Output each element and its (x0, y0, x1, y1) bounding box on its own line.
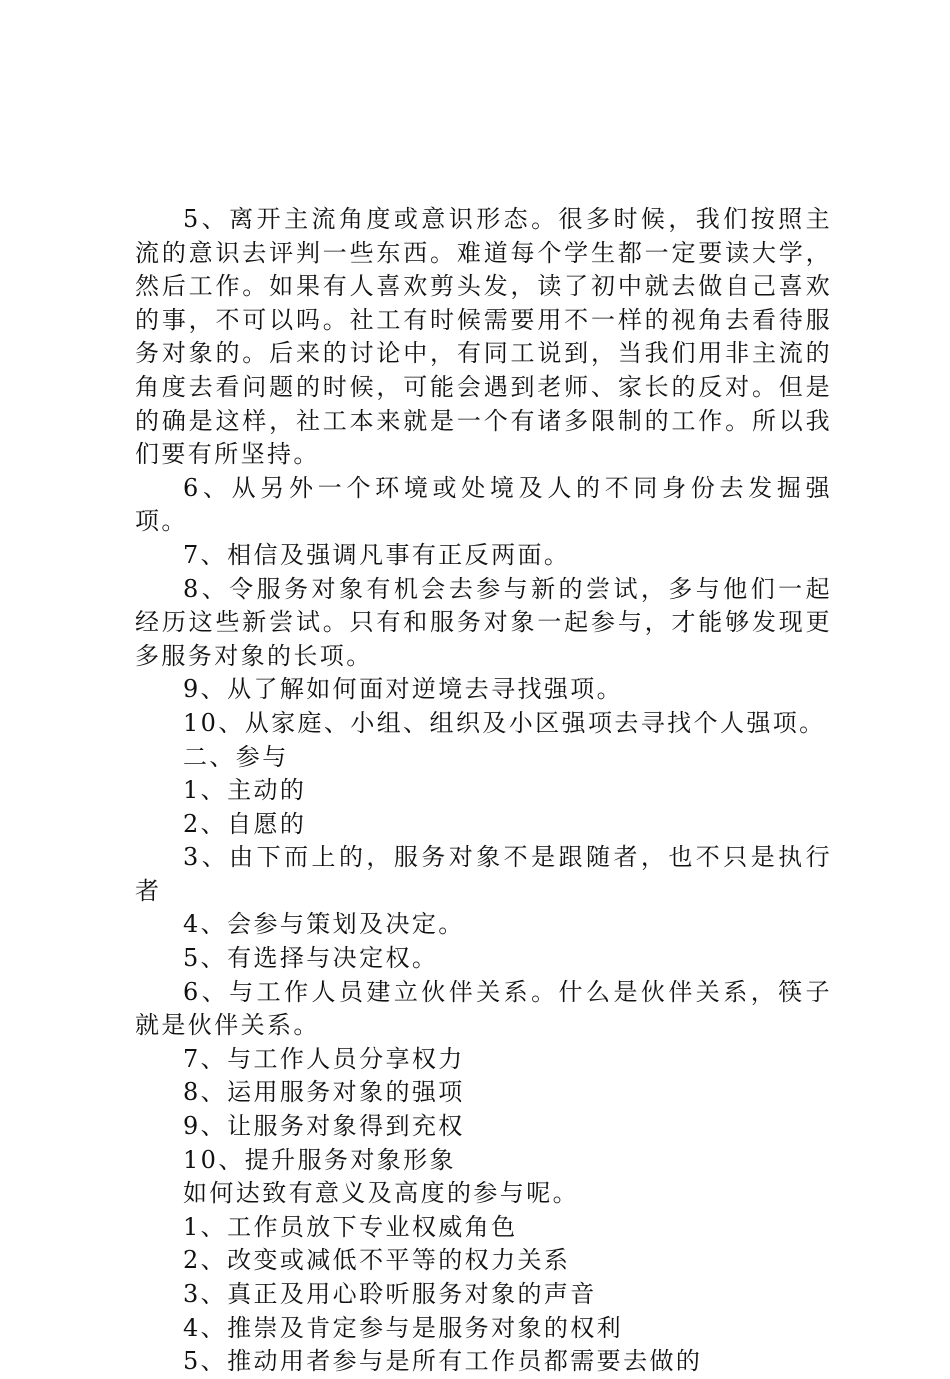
list-item: 4、会参与策划及决定。 (183, 910, 465, 939)
paragraph-family-strengths: 10、从家庭、小组、组织及小区强项去寻找个人强项。 (183, 708, 826, 737)
list-item: 7、与工作人员分享权力 (183, 1044, 465, 1073)
list-item: 3、由下而上的，服务对象不是跟随者，也不只是执行者 (135, 843, 832, 905)
paragraph-new-attempts: 8、令服务对象有机会去参与新的尝试，多与他们一起经历这些新尝试。只有和服务对象一起参与，才能够发现更多服务对象的长项。 (135, 574, 832, 670)
list-item: 2、改变或减低不平等的权力关系 (183, 1246, 571, 1275)
paragraph-departure-from-mainstream: 5、离开主流角度或意识形态。很多时候，我们按照主流的意识去评判一些东西。难道每个学生都一定要读大学，然后工作。如果有人喜欢剪头发，读了初中就去做自己喜欢的事，不可以吗。社工有时候需要用不一样的视角去看待服务对象的。后来的讨论中，有同工说到，当我们用非主流的角度去看问题的时候，可能会遇到老师、家长的反对。但是的确是这样，社工本来就是一个有诸多限制的工作。所以我们要有所坚持。 (135, 205, 832, 469)
list-item: 9、让服务对象得到充权 (183, 1112, 465, 1141)
paragraph-adversity: 9、从了解如何面对逆境去寻找强项。 (183, 675, 624, 704)
list-item: 8、运用服务对象的强项 (183, 1078, 465, 1107)
section-heading-participation: 二、参与 (183, 742, 289, 771)
list-item: 1、主动的 (183, 776, 307, 805)
list-item: 2、自愿的 (183, 809, 307, 838)
paragraph-two-sides: 7、相信及强调凡事有正反两面。 (183, 540, 571, 569)
list-item: 5、有选择与决定权。 (183, 944, 439, 973)
paragraph-other-environment: 6、从另外一个环境或处境及人的不同身份去发掘强项。 (135, 473, 832, 536)
subheading-meaningful-participation: 如何达致有意义及高度的参与呢。 (183, 1179, 579, 1208)
list-item: 10、提升服务对象形象 (183, 1145, 456, 1174)
list-item: 4、推崇及肯定参与是服务对象的权利 (183, 1313, 624, 1342)
list-item: 1、工作员放下专业权威角色 (183, 1212, 518, 1241)
list-item: 5、推动用者参与是所有工作员都需要去做的 (183, 1347, 703, 1376)
list-item: 6、与工作人员建立伙伴关系。什么是伙伴关系，筷子就是伙伴关系。 (135, 977, 832, 1040)
list-item: 3、真正及用心聆听服务对象的声音 (183, 1280, 597, 1308)
document-body (135, 203, 832, 1379)
